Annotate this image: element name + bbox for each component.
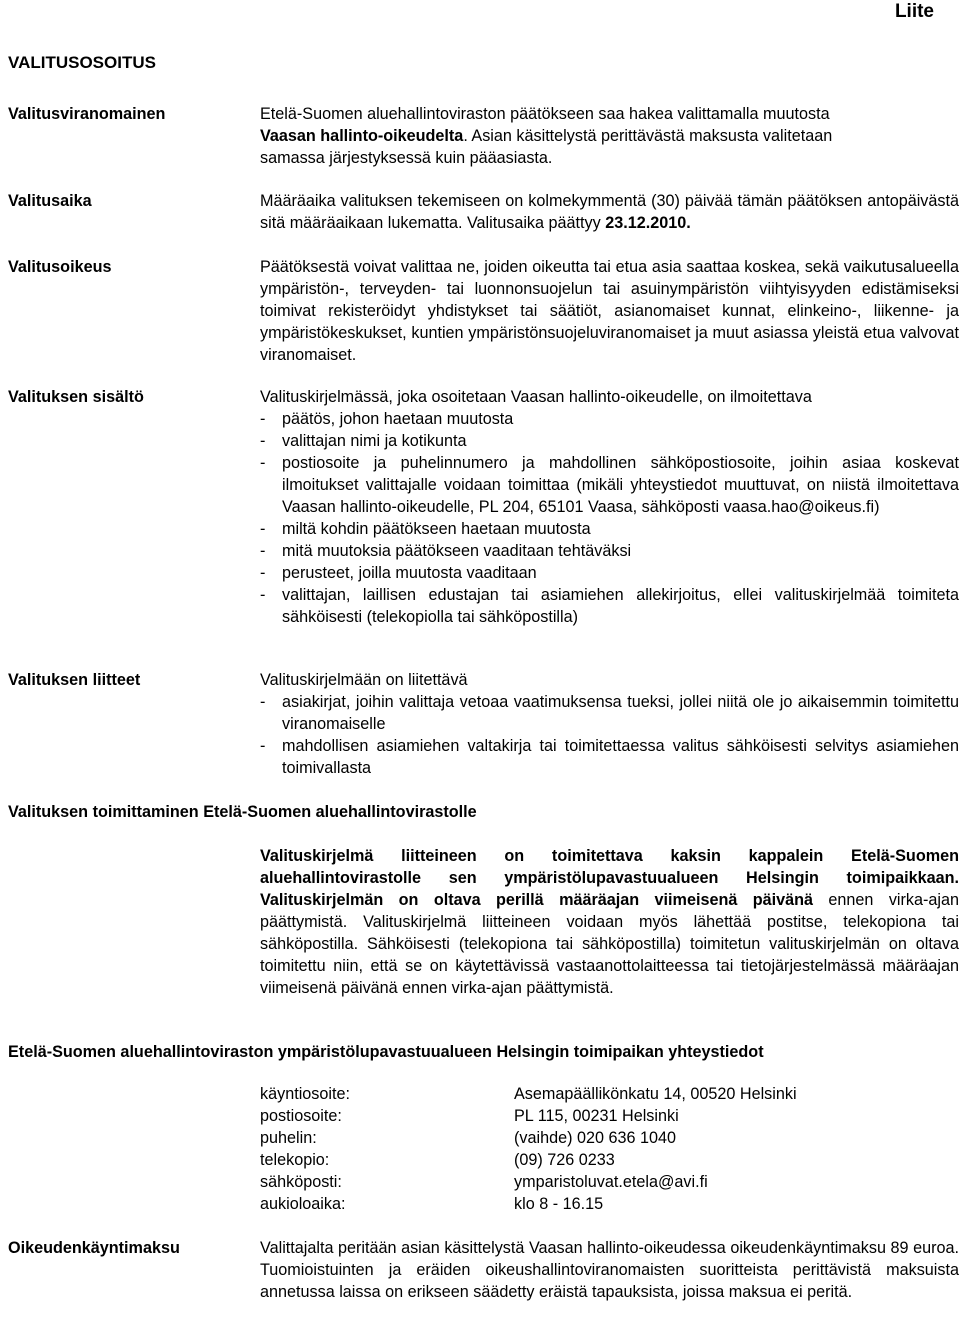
valitusoikeus-text: Päätöksestä voivat valittaa ne, joiden oikeutta tai etua asia saattaa koskea, sekä vaikutusalueella ympäristön-, terveyden- tai luonnonsuojelun tai asuinympäristön viihtyisyyden edistämiseksi toimivat rekisteröidyt yhdistykset tai säätiöt, asianomaiset kunnat, elinkeino-, liikenne- ja ympäristökeskukset, kuntien ympäristönsuojeluviranomaiset ja muut asiassa yleistä etua valvovat viranomaiset. <box>260 258 959 364</box>
table-row: aukioloaika: klo 8 - 16.15 <box>260 1195 604 1213</box>
table-row: telekopio: (09) 726 0233 <box>260 1151 615 1169</box>
valitusaika-date: 23.12.2010. <box>605 214 691 232</box>
section-valitusviranomainen <box>260 103 959 169</box>
table-row: sähköposti: ymparistoluvat.etela@avi.fi <box>260 1171 797 1193</box>
label-valitusaika: Valitusaika <box>8 192 92 210</box>
section-valituksen-liitteet <box>260 669 959 779</box>
list-item: - miltä kohdin päätökseen haetaan muutosta <box>260 520 591 538</box>
table-row: postiosoite: PL 115, 00231 Helsinki <box>260 1107 679 1125</box>
heading-toimittaminen: Valituksen toimittaminen Etelä-Suomen aluehallintovirastolle <box>8 803 477 821</box>
toimittaminen-text: ennen virka-ajan päättymistä. Valituskirjelmä liitteineen voidaan myös lähettää postitse, telekopiona tai sähköpostilla. Sähköisesti (telekopiona tai sähköpostilla) toimitetun valituskirjelmän on oltava toimitettu niin, että se on käytettävissä vastaanottolaitteessa tai tietojärjestelmässä määräajan viimeisenä päivänä ennen virka-ajan päättymistä. <box>260 891 960 997</box>
valitusviranomainen-line2: . Asian käsittelystä perittävästä maksusta valitetaan <box>463 127 833 145</box>
valituksen-liitteet-list <box>260 691 959 779</box>
table-row: käyntiosoite: Asemapäällikönkatu 14, 00520 Helsinki <box>260 1085 797 1103</box>
document-title: VALITUSOSOITUS <box>8 53 156 72</box>
contact-table <box>260 1083 797 1215</box>
table-row: puhelin: (vaihde) 020 636 1040 <box>260 1129 677 1147</box>
section-valituksen-sisalto <box>260 386 959 628</box>
label-valitusoikeus: Valitusoikeus <box>8 258 112 276</box>
toimittaminen-bold: Valituskirjelmä liitteineen on toimitettava kaksin kappalein Etelä-Suomen aluehallintovirastolle sen ympäristölupavastuualueen Helsingin toimipaikkaan. Valituskirjelmän on oltava perillä määräajan viimeisenä päivänä <box>260 847 959 909</box>
heading-yhteystiedot: Etelä-Suomen aluehallintoviraston ympäristölupavastuualueen Helsingin toimipaikan yhteystiedot <box>8 1043 764 1061</box>
list-item: - mitä muutoksia päätökseen vaaditaan tehtäväksi <box>260 542 632 560</box>
label-valituksen-sisalto: Valituksen sisältö <box>8 388 144 406</box>
valitusaika-text: Määräaika valituksen tekemiseen on kolmekymmentä (30) päivää tämän päätöksen antopäivästä sitä määräaikaan lukematta. Valitusaika päättyy <box>260 192 959 232</box>
list-item: - mahdollisen asiamiehen valtakirja tai toimitettaessa valitus sähköisesti selvitys asiamiehen toimivallasta <box>260 737 959 777</box>
valituksen-liitteet-intro: Valituskirjelmään on liitettävä <box>260 671 468 689</box>
valitusviranomainen-court: Vaasan hallinto-oikeudelta <box>260 127 464 145</box>
list-item: - perusteet, joilla muutosta vaaditaan <box>260 564 537 582</box>
valituksen-sisalto-intro: Valituskirjelmässä, joka osoitetaan Vaasan hallinto-oikeudelle, on ilmoitettava <box>260 388 812 406</box>
label-oikeudenkayntimaksu: Oikeudenkäyntimaksu <box>8 1239 180 1257</box>
label-valitusviranomainen: Valitusviranomainen <box>8 105 166 123</box>
list-item: - päätös, johon haetaan muutosta <box>260 410 514 428</box>
list-item: - postiosoite ja puhelinnumero ja mahdollinen sähköpostiosoite, joihin asiaa koskevat ilmoitukset valittajalle voidaan toimittaa (mikäli yhteystiedot muuttuvat, on niistä ilmoitettava Vaasan hallinto-oikeudelle, PL 204, 65101 Vaasa, sähköposti vaasa.hao@oikeus.fi) <box>260 454 959 516</box>
section-toimittaminen <box>260 845 959 999</box>
section-valitusaika <box>260 190 959 234</box>
email-link[interactable]: ymparistoluvat.etela@avi.fi <box>514 1173 708 1191</box>
label-valituksen-liitteet: Valituksen liitteet <box>8 671 141 689</box>
attachment-label: Liite <box>894 1 934 22</box>
list-item: - valittajan, laillisen edustajan tai asiamiehen allekirjoitus, ellei valituskirjelmää toimiteta sähköisesti (telekopiolla tai sähköpostilla) <box>260 586 959 626</box>
valitusviranomainen-line1: Etelä-Suomen aluehallintoviraston päätökseen saa hakea valittamalla muutosta <box>260 105 830 123</box>
list-item: - asiakirjat, joihin valittaja vetoaa vaatimuksensa tueksi, jollei niitä ole jo aikaisemmin toimitettu viranomaiselle <box>260 693 959 733</box>
section-valitusoikeus <box>260 256 959 366</box>
list-item: - valittajan nimi ja kotikunta <box>260 432 467 450</box>
valituksen-sisalto-list <box>260 408 959 628</box>
oikeudenkayntimaksu-text: Valittajalta peritään asian käsittelystä Vaasan hallinto-oikeudessa oikeudenkäyntimaksu 89 euroa. Tuomioistuinten ja eräiden oikeushallintoviranomaisten suoritteista perittävistä maksuista annetussa laissa on erikseen säädetty eräistä tapauksista, joissa maksua ei peritä. <box>260 1239 959 1301</box>
section-oikeudenkayntimaksu <box>260 1237 959 1303</box>
valitusviranomainen-line3: samassa järjestyksessä kuin pääasiasta. <box>260 149 553 167</box>
